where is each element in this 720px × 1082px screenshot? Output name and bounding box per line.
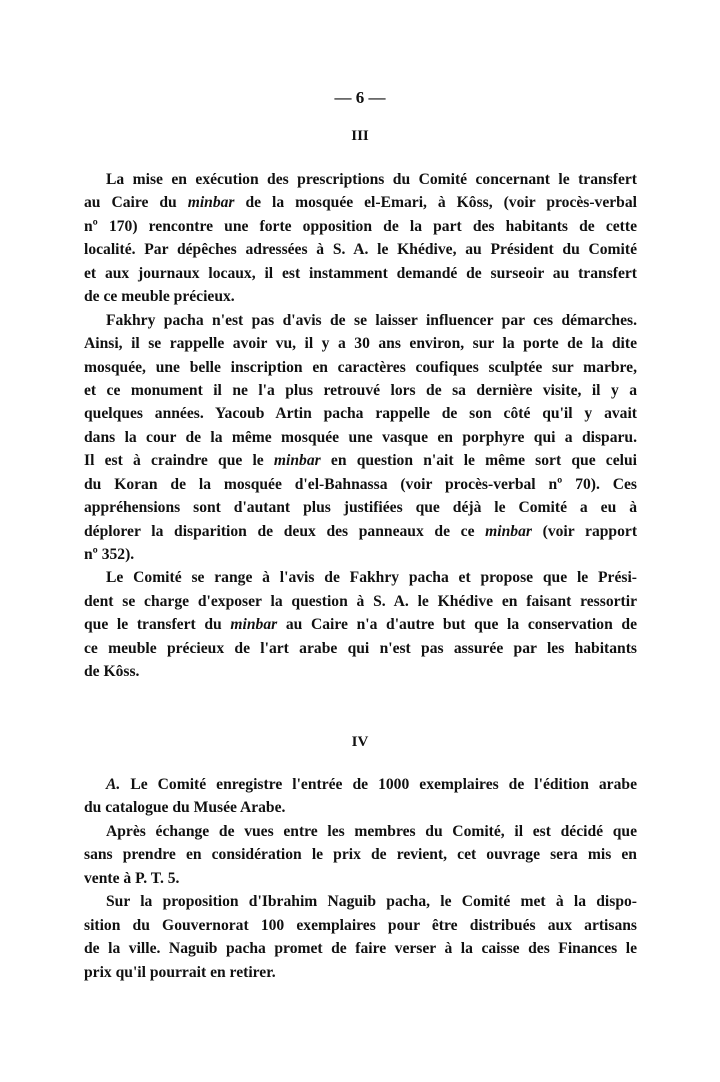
- paragraph: [84, 820, 637, 890]
- text-line: vente à P. T. 5.: [84, 869, 180, 887]
- text-line: Ainsi, il se rappelle avoir vu, il y a 30 ans environ, sur la porte de la dite: [84, 335, 637, 353]
- paragraph: [84, 566, 637, 683]
- text-line: nº 170) rencontre une forte opposition de la part des habitants de cette: [84, 217, 637, 235]
- paragraph: [84, 309, 637, 567]
- text-line: ce meuble précieux de l'art arabe qui n'est pas assurée par les habitants: [84, 639, 637, 657]
- text-line: Le Comité se range à l'avis de Fakhry pacha et propose que le Prési-: [106, 569, 637, 587]
- text-line: du catalogue du Musée Arabe.: [84, 799, 286, 817]
- section-heading-iii: III: [351, 128, 369, 144]
- text-line: dans la cour de la même mosquée une vasque en porphyre qui a disparu.: [84, 428, 637, 446]
- text-line: et ce monument il ne l'a plus retrouvé lors de sa dernière visite, il y a: [84, 381, 637, 399]
- italic-term: minbar: [273, 452, 321, 470]
- text-line: dent se charge d'exposer la question à S. A. le Khédive en faisant ressortir: [84, 592, 637, 610]
- text-line: Fakhry pacha n'est pas d'avis de se laisser influencer par ces démarches.: [106, 311, 637, 329]
- text-line: Sur la proposition d'Ibrahim Naguib pacha, le Comité met à la dispo-: [106, 893, 637, 911]
- text-line: A. Le Comité enregistre l'entrée de 1000 exemplaires de l'édition arabe: [106, 776, 637, 793]
- text-line: localité. Par dépêches adressées à S. A. le Khédive, au Président du Comité: [84, 241, 637, 259]
- text-line: du Koran de la mosquée d'el-Bahnassa (voir procès-verbal nº 70). Ces: [84, 475, 637, 493]
- text-line: et aux journaux locaux, il est instamment demandé de surseoir au transfert: [84, 264, 637, 282]
- text-line: Il est à craindre que le minbar en question n'ait le même sort que celui: [84, 452, 637, 470]
- text-line: appréhensions sont d'autant plus justifiées que déjà le Comité a eu à: [84, 499, 637, 517]
- italic-term: minbar: [230, 616, 278, 634]
- text-line: quelques années. Yacoub Artin pacha rappelle de son côté qu'il y avait: [84, 405, 637, 423]
- page-number: — 6 —: [334, 88, 386, 107]
- text-line: La mise en exécution des prescriptions du Comité concernant le transfert: [106, 171, 637, 188]
- text-line: de ce meuble précieux.: [84, 288, 235, 306]
- text-line: nº 352).: [84, 546, 135, 563]
- section-iv-body: [84, 773, 637, 984]
- paragraph: [84, 168, 637, 309]
- italic-term: minbar: [187, 194, 235, 212]
- paragraph: [84, 773, 637, 820]
- text-line: que le transfert du minbar au Caire n'a d'autre but que la conservation de: [84, 616, 637, 634]
- text-line: déplorer la disparition de deux des panneaux de ce minbar (voir rapport: [84, 522, 638, 540]
- text-line: de Kôss.: [84, 663, 140, 681]
- section-heading-iv: IV: [351, 734, 369, 750]
- text-line: Après échange de vues entre les membres du Comité, il est décidé que: [106, 822, 637, 840]
- paragraph: [84, 890, 637, 984]
- text-line: de la ville. Naguib pacha promet de faire verser à la caisse des Finances le: [84, 940, 637, 958]
- section-iii-body: [84, 168, 637, 684]
- text-line: sans prendre en considération le prix de revient, cet ouvrage sera mis en: [84, 846, 637, 864]
- italic-term: A.: [106, 776, 121, 793]
- text-line: au Caire du minbar de la mosquée el-Emari, à Kôss, (voir procès-verbal: [84, 194, 637, 212]
- text-line: prix qu'il pourrait en retirer.: [84, 963, 276, 981]
- italic-term: minbar: [485, 522, 532, 540]
- text-line: sition du Gouvernorat 100 exemplaires pour être distribués aux artisans: [84, 916, 637, 934]
- text-line: mosquée, une belle inscription en caractères coufiques sculptée sur marbre,: [84, 358, 637, 376]
